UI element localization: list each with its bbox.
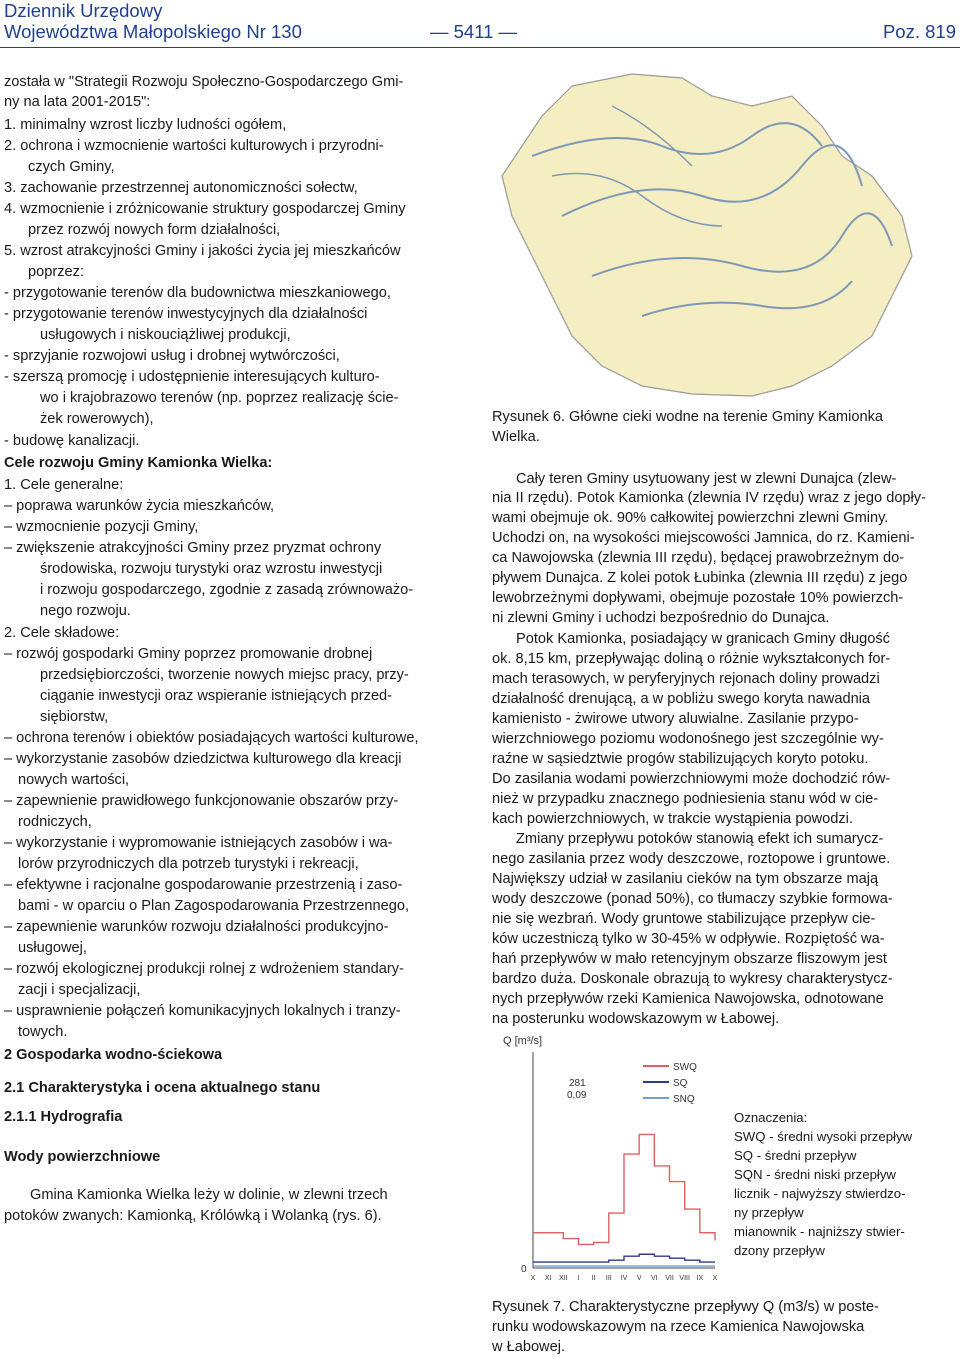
legend-label: SQ: [673, 1078, 688, 1089]
text-line: lewobrzeżnymi dopływami, obejmuje pozostałe 10% powierzch-: [492, 590, 904, 606]
text-line: poprzez:: [28, 264, 84, 280]
text-line: 4. wzmocnienie i zróżnicowanie struktury gospodarczej Gminy: [4, 201, 406, 217]
x-tick-label: V: [636, 1275, 642, 1282]
text-line: Gmina Kamionka Wielka leży w dolinie, w zlewni trzech: [30, 1187, 388, 1203]
caption-line: w Łabowej.: [492, 1339, 566, 1355]
text-line: działalność drenującą, a w pobliżu swego koryta nawadnia: [492, 691, 871, 707]
text-line: Wielka.: [492, 429, 540, 445]
figure-6-caption: Rysunek 6. Główne cieki wodne na terenie Gminy Kamionka: [492, 409, 883, 425]
text-line: na posterunku wodowskazowym w Łabowej.: [492, 1011, 780, 1027]
text-line: kamienisto - żwirowe utwory aluwialne. Zasilanie przypo-: [492, 711, 859, 727]
annotation-denominator: 0,09: [567, 1090, 587, 1101]
text-line: Do zasilania wodami powierzchniowymi może dochodzić rów-: [492, 771, 891, 787]
x-tick-label: IX: [696, 1275, 704, 1282]
text-line: nia II rzędu). Potok Kamionka (zlewnia IV rzędu) wraz z jego dopły-: [492, 490, 926, 506]
text-line: Cały teren Gminy usytuowany jest w zlewni Dunajca (zlew-: [516, 471, 897, 487]
text-line: – rozwój gospodarki Gminy poprzez promowanie drobnej: [4, 646, 373, 662]
x-tick-label: I: [577, 1275, 580, 1282]
section-heading: 2.1.1 Hydrografia: [4, 1109, 123, 1125]
text-line: 2. Cele składowe:: [4, 625, 120, 641]
position-number: Poz. 819: [882, 21, 956, 42]
text-line: usługowych i niskouciążliwej produkcji,: [40, 327, 291, 343]
text-line: została w "Strategii Rozwoju Społeczno-Gospodarczego Gmi-: [4, 74, 404, 90]
text-line: ni zlewni Gminy i uchodzi bezpośrednio do Dunajca.: [492, 610, 830, 626]
page-number: — 5411 —: [430, 21, 518, 42]
text-line: mach terasowych, w peryferyjnych rejonach doliny prowadzi: [492, 671, 880, 687]
legend-line: Oznaczenia:: [734, 1110, 808, 1125]
text-line: przedsiębiorczości, tworzenie nowych miejsc pracy, przy-: [40, 667, 409, 683]
section-heading: 2 Gospodarka wodno-ściekowa: [4, 1047, 223, 1063]
caption-line: Rysunek 7. Charakterystyczne przepływy Q (m3/s) w poste-: [492, 1299, 879, 1315]
x-tick-label: VIII: [679, 1275, 690, 1282]
discharge-chart: [493, 1030, 725, 1288]
text-line: wody deszczowe (ponad 50%), co tłumaczy szybkie formowa-: [492, 891, 893, 907]
text-line: - przygotowanie terenów dla budownictwa mieszkaniowego,: [4, 285, 391, 301]
x-tick-label: VII: [665, 1275, 674, 1282]
text-line: ciąganie inwestycji oraz wspieranie istniejących przed-: [40, 688, 393, 704]
x-tick-label: XI: [544, 1275, 552, 1282]
text-line: żek rowerowych),: [40, 411, 154, 427]
text-line: wierzchniowego poziomu wodonośnego jest szczególnie wy-: [492, 731, 884, 747]
text-line: wami obejmuje ok. 90% całkowitej powierzchni zlewni Gminy.: [492, 510, 889, 526]
legend-line: SQN - średni niski przepływ: [734, 1167, 896, 1182]
text-line: potoków zwanych: Kamionką, Królówką i Wolanką (rys. 6).: [4, 1208, 382, 1224]
text-line: nego rozwoju.: [40, 603, 131, 619]
text-line: – wykorzystanie zasobów dziedzictwa kulturowego dla kreacji: [4, 751, 402, 767]
x-tick-label: II: [591, 1275, 596, 1282]
text-line: 1. minimalny wzrost liczby ludności ogółem,: [4, 117, 287, 133]
text-line: ok. 8,15 km, przepływając doliną o różnie wykształconych for-: [492, 651, 891, 667]
text-line: Zmiany przepływu potoków stanowią efekt ich sumarycz-: [516, 831, 884, 847]
legend-line: SQ - średni przepływ: [734, 1148, 857, 1163]
text-line: - przygotowanie terenów inwestycyjnych dla działalności: [4, 306, 368, 322]
text-line: - budowę kanalizacji.: [4, 433, 140, 449]
text-line: 2. ochrona i wzmocnienie wartości kulturowych i przyrodni-: [4, 138, 384, 154]
text-line: Uchodzi on, na wysokości miejscowości Jamnica, do rz. Kamieni-: [492, 530, 915, 546]
text-line: – zapewnienie prawidłowego funkcjonowanie obszarów przy-: [4, 793, 399, 809]
text-line: lorów przyrodniczych dla potrzeb turystyki i rekreacji,: [18, 856, 359, 872]
text-line: nych przepływów rzeki Kamienica Nawojowska, odnotowane: [492, 991, 884, 1007]
text-line: 3. zachowanie przestrzennej autonomiczności sołectw,: [4, 180, 358, 196]
text-line: – poprawa warunków życia mieszkańców,: [4, 498, 275, 514]
x-tick-label: X: [530, 1275, 536, 1282]
commune-boundary: [502, 74, 912, 396]
text-line: bami - w oparciu o Plan Zagospodarowania Przestrzennego,: [18, 898, 410, 914]
text-line: usługowej,: [18, 940, 87, 956]
river-map: [492, 66, 932, 406]
legend-line: licznik - najwyższy stwierdzo-: [734, 1186, 906, 1201]
text-line: 5. wzrost atrakcyjności Gminy i jakości życia jej mieszkańców: [4, 243, 401, 259]
y-tick-label: 0: [521, 1264, 527, 1275]
text-line: – zapewnienie warunków rozwoju działalności produkcyjno-: [4, 919, 389, 935]
page-header: [0, 0, 960, 48]
text-line: Największy udział w zasilaniu cieków na tym obszarze mają: [492, 871, 879, 887]
text-line: towych.: [18, 1024, 68, 1040]
legend-label: SNQ: [673, 1094, 695, 1105]
text-line: – wzmocnienie pozycji Gminy,: [4, 519, 199, 535]
text-line: – rozwój ekologicznej produkcji rolnej z wdrożeniem standary-: [4, 961, 404, 977]
section-heading: Wody powierzchniowe: [4, 1149, 161, 1165]
text-line: - szerszą promocję i udostępnienie interesujących kulturo-: [4, 369, 380, 385]
section-heading: Cele rozwoju Gminy Kamionka Wielka:: [4, 455, 273, 471]
text-line: – usprawnienie połączeń komunikacyjnych lokalnych i tranzy-: [4, 1003, 401, 1019]
text-line: - sprzyjanie rozwojowi usług i drobnej wytwórczości,: [4, 348, 340, 364]
legend-line: ny przepływ: [734, 1205, 804, 1220]
text-line: nie się wezbrań. Wody gruntowe stabilizujące przepływ cie-: [492, 911, 876, 927]
text-line: zacji i specjalizacji,: [18, 982, 141, 998]
section-heading: 2.1 Charakterystyka i ocena aktualnego stanu: [4, 1080, 321, 1096]
text-line: środowiska, rozwoju turystyki oraz wzrostu inwestycji: [40, 561, 383, 577]
caption-line: runku wodowskazowym na rzece Kamienica Nawojowska: [492, 1319, 865, 1335]
legend-line: mianownik - najniższy stwier-: [734, 1224, 905, 1239]
text-line: czych Gminy,: [28, 159, 115, 175]
x-tick-label: III: [605, 1275, 612, 1282]
header-rule: [0, 47, 960, 48]
legend-label: SWQ: [673, 1062, 697, 1073]
province-line: Województwa Małopolskiego Nr 130: [4, 21, 302, 42]
legend-line: dzony przepływ: [734, 1243, 825, 1258]
text-line: nowych wartości,: [18, 772, 130, 788]
x-tick-label: X: [712, 1275, 718, 1282]
text-line: raźne w sąsiedztwie progów stabilizujących koryto potoku.: [492, 751, 869, 767]
text-line: kach powierzchniowych, w trakcie wystąpienia powodzi.: [492, 811, 853, 827]
text-line: przez rozwój nowych form działalności,: [28, 222, 281, 238]
annotation-numerator: 281: [569, 1078, 586, 1089]
text-line: – ochrona terenów i obiektów posiadających wartości kulturowe,: [4, 730, 419, 746]
text-line: ca Nawojowska (zlewnia III rzędu), będącej prawobrzeżnym do-: [492, 550, 905, 566]
text-line: bardzo duża. Doskonale obrazują to wykresy charakterystycz-: [492, 971, 893, 987]
text-line: – efektywne i racjonalne gospodarowanie przestrzenią i zaso-: [4, 877, 403, 893]
text-line: ny na lata 2001-2015":: [4, 94, 151, 110]
journal-title: Dziennik Urzędowy: [4, 0, 163, 21]
text-line: nego zasilania przez wody deszczowe, roztopowe i gruntowe.: [492, 851, 891, 867]
text-line: – wykorzystanie i wypromowanie istniejących zasobów i wa-: [4, 835, 393, 851]
text-line: nież w przypadku znacznego podniesienia stanu wód w cie-: [492, 791, 879, 807]
text-line: siębiorstw,: [40, 709, 109, 725]
text-line: pływem Dunajca. Z kolei potok Łubinka (zlewnia III rzędu) z jego: [492, 570, 908, 586]
text-line: – zwiększenie atrakcyjności Gminy przez pryzmat ochrony: [4, 540, 382, 556]
x-tick-label: VI: [651, 1275, 658, 1282]
text-line: wo i krajobrazowo terenów (np. poprzez realizację ście-: [40, 390, 399, 406]
text-line: 1. Cele generalne:: [4, 477, 124, 493]
text-line: hań przepływów w mało retencyjnym obszarze fliszowym jest: [492, 951, 887, 967]
text-line: rodniczych,: [18, 814, 92, 830]
text-line: i rozwoju gospodarczego, zgodnie z zasadą zrównoważo-: [40, 582, 414, 598]
text-line: Potok Kamionka, posiadający w granicach Gminy długość: [516, 631, 890, 647]
x-tick-label: XII: [559, 1275, 568, 1282]
y-axis-label: Q [m³/s]: [503, 1035, 543, 1047]
legend-line: SWQ - średni wysoki przepływ: [734, 1129, 913, 1144]
x-tick-label: IV: [620, 1275, 628, 1282]
text-line: ków uczestniczą tylko w 30-45% w odpływie. Rozpiętość wa-: [492, 931, 885, 947]
